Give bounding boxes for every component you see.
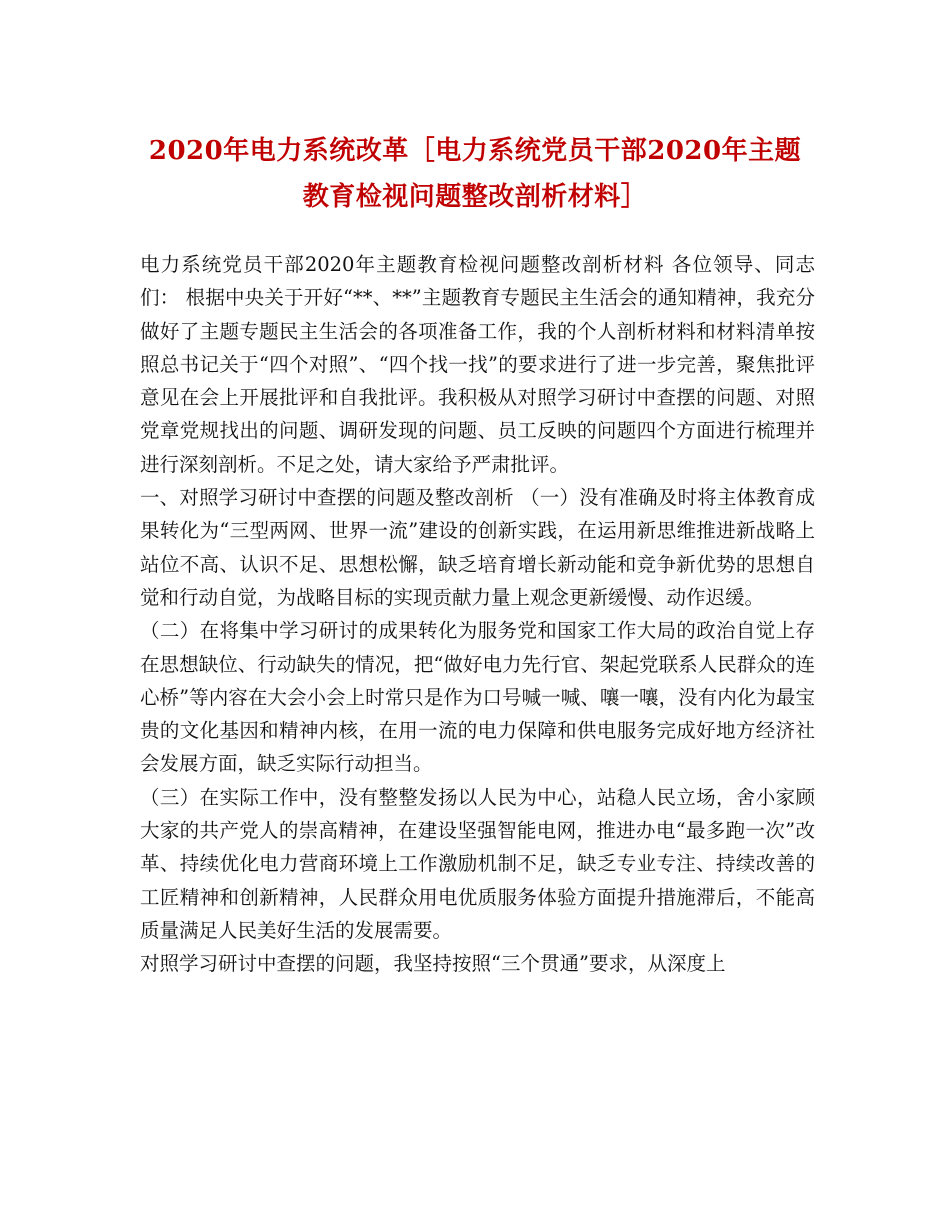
paragraph-section-1: 一、对照学习研讨中查摆的问题及整改剖析 （一）没有准确及时将主体教育成果转化为“三型两网、世界一流”建设的创新实践，在运用新思维推进新战略上站位不高、认识不足、思想松懈，缺乏培育增长新动能和竞争新优势的思想自觉和行动自觉，为战略目标的实现贡献力量上观念更新缓慢、动作迟缓。 xyxy=(140,486,815,609)
paragraph-section-2: （二）在将集中学习研讨的成果转化为服务党和国家工作大局的政治自觉上存在思想缺位、行动缺失的情况，把“做好电力先行官、架起党联系人民群众的连心桥”等内容在大会小会上时常只是作为口号喊一喊、嚷一嚷，没有内化为最宝贵的文化基因和精神内核，在用一流的电力保障和供电服务完成好地方经济社会发展方面，缺乏实际行动担当。 xyxy=(140,619,815,776)
document-title: 2020年电力系统改革［电力系统党员干部2020年主题教育检视问题整改剖析材料］ xyxy=(148,136,802,212)
paragraph-intro: 电力系统党员干部2020年主题教育检视问题整改剖析材料 各位领导、同志们： 根据中央关于开好“**、**”主题教育专题民主生活会的通知精神，我充分做好了主题专题民主生活会的各项准备工作，我的个人剖析材料和材料清单按照总书记关于“四个对照”、“四个找一找”的要求进行了进一步完善，聚焦批评意见在会上开展批评和自我批评。我积极从对照学习研讨中查摆的问题、对照党章党规找出的问题、调研发现的问题、员工反映的问题四个方面进行梳理并进行深刻剖析。不足之处，请大家给予严肃批评。 xyxy=(140,253,815,476)
document-body xyxy=(140,248,815,981)
paragraph-section-3: （三）在实际工作中，没有整整发扬以人民为中心，站稳人民立场，舍小家顾大家的共产党人的崇高精神，在建设坚强智能电网，推进办电“最多跑一次”改革、持续优化电力营商环境上工作激励机制不足，缺乏专业专注、持续改善的工匠精神和创新精神，人民群众用电优质服务体验方面提升措施滞后，不能高质量满足人民美好生活的发展需要。 xyxy=(140,785,815,942)
paragraph-followup: 对照学习研讨中查摆的问题，我坚持按照“三个贯通”要求，从深度上 xyxy=(140,952,726,976)
